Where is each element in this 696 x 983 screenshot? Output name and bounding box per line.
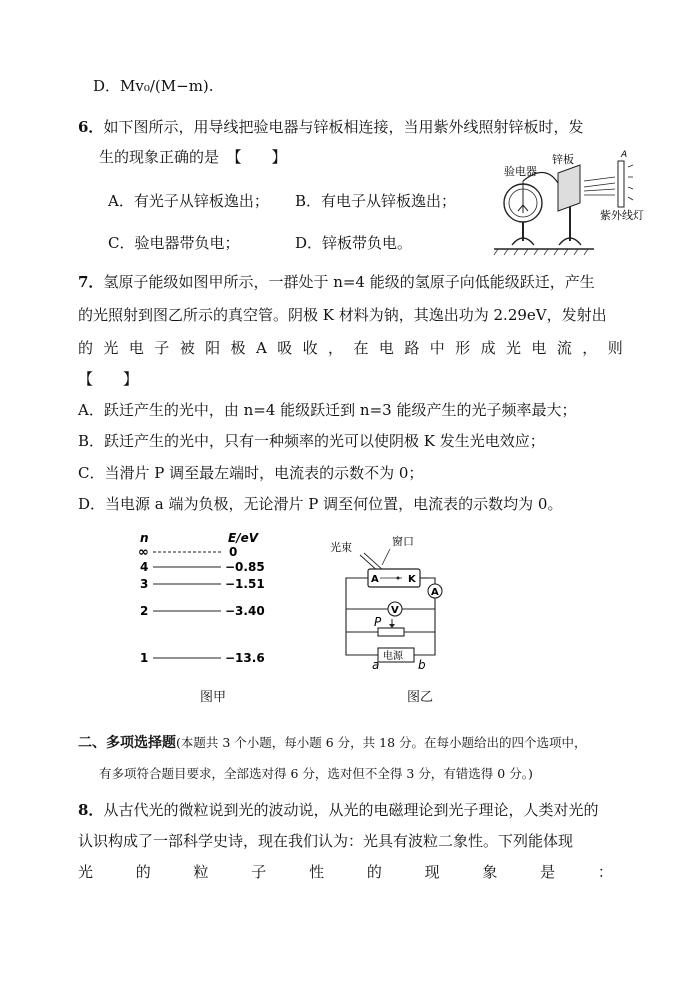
q7-line2: 的光照射到图乙所示的真空管。阴极 K 材料为钠，其逸出功为 2.29eV，发射出 bbox=[78, 306, 607, 324]
section2-note1: (本题共 3 个小题，每小题 6 分，共 18 分。在每小题给出的四个选项中， bbox=[176, 735, 587, 750]
q6-option-b: B．有电子从锌板逸出； bbox=[295, 192, 457, 210]
anode-label: A bbox=[371, 574, 379, 585]
spaced-glyph: 阳 bbox=[205, 339, 221, 357]
spaced-glyph: 吸 bbox=[277, 339, 293, 357]
spaced-glyph: 极 bbox=[230, 339, 246, 357]
q7-option-d: D．当电源 a 端为负极，无论滑片 P 调至何位置，电流表的示数均为 0。 bbox=[78, 495, 563, 513]
level-inf-n: ∞ bbox=[138, 545, 149, 560]
level-1-e: −13.6 bbox=[225, 651, 265, 665]
q7-option-a: A．跃迁产生的光中，由 n=4 能级跃迁到 n=3 能级产生的光子频率最大； bbox=[78, 401, 577, 419]
slider-arrowhead bbox=[389, 624, 395, 628]
e-header: E/eV bbox=[228, 531, 259, 545]
level-3-e: −1.51 bbox=[225, 577, 265, 591]
spaced-glyph: 电 bbox=[128, 339, 144, 357]
level-4-n: 4 bbox=[140, 560, 149, 574]
level-3-n: 3 bbox=[140, 577, 149, 591]
spaced-glyph: 象 bbox=[482, 863, 498, 881]
level-4-e: −0.85 bbox=[225, 560, 265, 574]
spaced-glyph: ： bbox=[597, 863, 613, 881]
beam-ray2 bbox=[364, 553, 384, 571]
ground-hatch bbox=[494, 249, 588, 255]
spaced-glyph: 性 bbox=[309, 863, 325, 881]
terminal-a: a bbox=[372, 658, 380, 670]
q8-line1 bbox=[78, 800, 598, 820]
q6-stem-line1 bbox=[78, 117, 583, 137]
window-label: 窗口 bbox=[392, 535, 414, 548]
cathode-label: K bbox=[408, 574, 416, 585]
q6-number: 6． bbox=[78, 118, 104, 136]
spaced-glyph: 路 bbox=[404, 339, 420, 357]
spaced-glyph: A bbox=[255, 339, 267, 357]
lamp-label: 紫外线灯 bbox=[600, 209, 644, 222]
q6-stem-line2: 生的现象正确的是 【 】 bbox=[99, 148, 287, 166]
spaced-glyph: 成 bbox=[480, 339, 496, 357]
q6-option-d: D．锌板带负电。 bbox=[295, 234, 413, 252]
spaced-glyph: 光 bbox=[103, 339, 119, 357]
zinc-plate bbox=[558, 165, 580, 211]
section2-note2: 有多项符合题目要求，全部选对得 6 分，选对但不全得 3 分，有错选得 0 分。) bbox=[99, 766, 533, 781]
spaced-glyph: 子 bbox=[251, 863, 267, 881]
wire-right bbox=[414, 598, 435, 655]
spaced-glyph: 电 bbox=[378, 339, 394, 357]
spaced-glyph: 光 bbox=[506, 339, 522, 357]
spaced-glyph: 中 bbox=[429, 339, 445, 357]
section2-heading: 二、多项选择题 bbox=[78, 735, 176, 751]
electron-dot bbox=[397, 577, 400, 580]
q6-option-c: C．验电器带负电； bbox=[108, 234, 240, 252]
spaced-glyph: 子 bbox=[154, 339, 170, 357]
spaced-glyph: 的 bbox=[366, 863, 382, 881]
q7-line3 bbox=[78, 338, 623, 358]
zinc-label: 锌板 bbox=[552, 153, 574, 166]
section2-line1 bbox=[78, 733, 587, 753]
window-pointer bbox=[382, 549, 390, 565]
wire-to-ammeter bbox=[428, 578, 435, 584]
spaced-glyph: 现 bbox=[424, 863, 440, 881]
uv-lamp bbox=[618, 161, 624, 207]
caption-jia: 图甲 bbox=[200, 690, 227, 705]
spaced-glyph: 光 bbox=[78, 863, 94, 881]
q7-line1 bbox=[78, 272, 595, 292]
q8-line3 bbox=[78, 862, 613, 882]
q7-option-c: C．当滑片 P 调至最左端时，电流表的示数不为 0； bbox=[78, 464, 424, 482]
spaced-glyph: 形 bbox=[455, 339, 471, 357]
terminal-b: b bbox=[418, 658, 426, 670]
spaced-glyph: 收 bbox=[302, 339, 318, 357]
q6-option-a: A．有光子从锌板逸出； bbox=[108, 192, 269, 210]
ammeter-label: A bbox=[431, 587, 439, 598]
caption-yi: 图乙 bbox=[407, 690, 434, 705]
source-label: 电源 bbox=[383, 651, 403, 662]
q7-bracket: 【 】 bbox=[78, 370, 139, 388]
phototube-circuit bbox=[328, 535, 458, 670]
spaced-glyph: ， bbox=[582, 339, 598, 357]
spaced-glyph: 的 bbox=[78, 339, 94, 357]
spaced-glyph: 流 bbox=[556, 339, 572, 357]
spaced-glyph: 的 bbox=[135, 863, 151, 881]
q7-number: 7． bbox=[78, 273, 104, 291]
q7-line1-text: 氢原子能级如图甲所示，一群处于 n=4 能级的氢原子向低能级跃迁，产生 bbox=[103, 273, 595, 291]
spaced-glyph: 粒 bbox=[193, 863, 209, 881]
slider-label: P bbox=[374, 615, 382, 629]
q8-line1-text: 从古代光的微粒说到光的波动说，从光的电磁理论到光子理论，人类对光的 bbox=[103, 801, 599, 819]
q7-option-b: B．跃迁产生的光中，只有一种频率的光可以使阴极 K 发生光电效应； bbox=[78, 432, 545, 450]
q8-line2: 认识构成了一部科学史诗，现在我们认为：光具有波粒二象性。下列能体现 bbox=[78, 832, 574, 850]
spaced-glyph: 被 bbox=[179, 339, 195, 357]
spaced-glyph: 电 bbox=[531, 339, 547, 357]
voltmeter-label: V bbox=[391, 605, 399, 616]
energy-level-diagram bbox=[135, 530, 275, 670]
spaced-glyph: ， bbox=[328, 339, 344, 357]
level-2-e: −3.40 bbox=[225, 604, 265, 618]
q5-option-d: D．Mv₀/(M−m). bbox=[93, 77, 214, 95]
spaced-glyph: 则 bbox=[607, 339, 623, 357]
level-1-n: 1 bbox=[140, 651, 149, 665]
lamp-glow bbox=[628, 165, 633, 200]
beam-label: 光束 bbox=[330, 541, 352, 554]
uv-rays bbox=[584, 177, 615, 195]
q6-electroscope-figure bbox=[490, 145, 660, 260]
q8-number: 8． bbox=[78, 801, 104, 819]
lamp-letter: A bbox=[621, 150, 628, 160]
spaced-glyph: 是 bbox=[540, 863, 556, 881]
n-header: n bbox=[140, 531, 149, 545]
rheostat bbox=[378, 628, 404, 636]
q6-stem-text1: 如下图所示，用导线把验电器与锌板相连接，当用紫外线照射锌板时，发 bbox=[103, 118, 584, 136]
level-2-n: 2 bbox=[140, 604, 149, 618]
level-inf-e: 0 bbox=[229, 545, 238, 559]
spaced-glyph: 在 bbox=[353, 339, 369, 357]
electroscope-label: 验电器 bbox=[504, 165, 537, 178]
